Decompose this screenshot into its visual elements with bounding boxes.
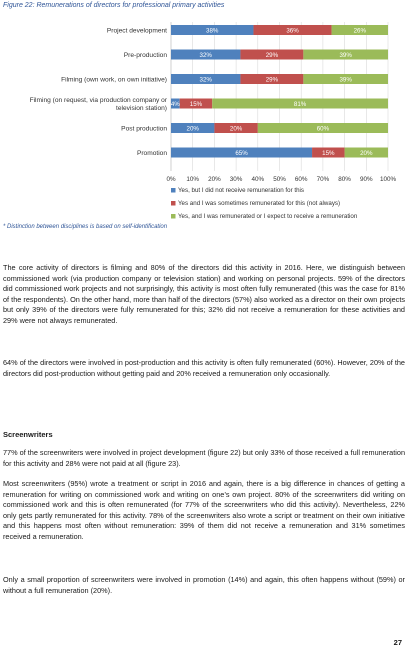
data-label: 39%: [339, 76, 352, 84]
legend-entry: Yes and I was sometimes remunerated for this (not always): [178, 200, 341, 207]
x-tick-label: 10%: [186, 176, 200, 183]
legend-entry: Yes, and I was remunerated or I expect to receive a remuneration: [178, 213, 358, 220]
data-label: 15%: [189, 100, 203, 108]
paragraph-screenwriters-writing: Most screenwriters (95%) wrote a treatment or script in 2016 and again, there is a big difference in chances of getting a remuneration for writing on commissioned work and writing on one’s own project. 80% of the screenwriters did writing on commissioned work and this is often remunerated (for 77% of the screenwriters who did this activity). Nevertheless, 22% only gets partly remunerated for this activity. 78% of the screenwriters also wrote a script or treatment on their own initiative and this happens most often without remuneration: 39% of them did not receive a remuneration and 31% sometimes received a remuneration.: [3, 479, 405, 541]
data-label: 4%: [170, 100, 180, 108]
figure-caption: Figure 22: Remunerations of directors for professional primary activities: [3, 2, 225, 9]
data-label: 20%: [186, 125, 199, 133]
data-label: 20%: [229, 125, 243, 133]
category-label: television station): [116, 105, 167, 112]
x-tick-label: 20%: [208, 176, 221, 183]
data-label: 26%: [353, 27, 366, 35]
paragraph-screenwriters-promotion: Only a small proportion of screenwriters were involved in promotion (14%) and again, this often happens without (59%) or without a full remuneration (20%).: [3, 575, 405, 595]
x-tick-label: 60%: [294, 176, 308, 183]
data-label: 32%: [199, 51, 212, 59]
x-tick-label: 0%: [166, 176, 176, 183]
legend-entry: Yes, but I did not receive remuneration for this: [178, 187, 304, 194]
category-label: Post production: [121, 125, 167, 133]
data-label: 29%: [265, 51, 279, 59]
data-label: 65%: [235, 149, 248, 157]
category-label: Filming (on request, via production company or: [29, 97, 167, 104]
category-label: Filming (own work, on own initiative): [61, 76, 167, 84]
x-tick-label: 100%: [379, 176, 397, 183]
x-tick-label: 50%: [273, 176, 286, 183]
x-tick-label: 90%: [359, 176, 373, 183]
section-heading: Screenwriters: [3, 430, 53, 439]
category-label: Project development: [106, 27, 167, 35]
figure-footnote: * Distinction between disciplines is based on self-identification: [3, 224, 168, 230]
data-label: 60%: [316, 125, 330, 133]
data-label: 20%: [360, 149, 373, 157]
category-label: Promotion: [136, 150, 167, 157]
data-label: 29%: [265, 76, 279, 84]
legend-swatch: [171, 214, 176, 219]
data-label: 15%: [322, 149, 335, 157]
data-label: 39%: [339, 51, 352, 59]
paragraph-screenwriters-development: 77% of the screenwriters were involved in project development (figure 22) but only 33% of those received a full remuneration for this activity and 28% were not paid at all (figure 23).: [3, 448, 405, 468]
x-tick-label: 70%: [316, 176, 330, 183]
data-label: 36%: [286, 27, 299, 35]
x-tick-label: 40%: [251, 176, 265, 183]
paragraph-directors-filming: The core activity of directors is filming and 80% of the directors did this activity in 2016. Here, we distinguish between commissioned work (via production company or television station) and working on personal projects. 59% of the directors did commissioned work projects and not surprisingly, this activity is most often fully remunerated (this was the case for 81% of the respondents). On the other hand, more than half of the directors (57%) also worked as a director on their own projects but only 39% of the directors were fully remunerated for this; 32% did not receive a remuneration for these activities and 29% were not always remunerated.: [3, 263, 405, 325]
x-tick-label: 30%: [229, 176, 243, 183]
legend-swatch: [171, 201, 176, 206]
category-label: Pre-production: [123, 52, 167, 59]
data-label: 38%: [206, 27, 219, 35]
stacked-bar-chart: [0, 14, 408, 220]
data-label: 32%: [199, 76, 212, 84]
page-number: 27: [393, 638, 402, 647]
legend-swatch: [171, 188, 176, 193]
paragraph-directors-post-production: 64% of the directors were involved in post-production and this activity is often fully remunerated (60%). However, 20% of the directors did post-production without getting paid and 20% received a remuneration only occasionally.: [3, 358, 405, 378]
x-tick-label: 80%: [338, 176, 351, 183]
data-label: 81%: [293, 100, 307, 108]
